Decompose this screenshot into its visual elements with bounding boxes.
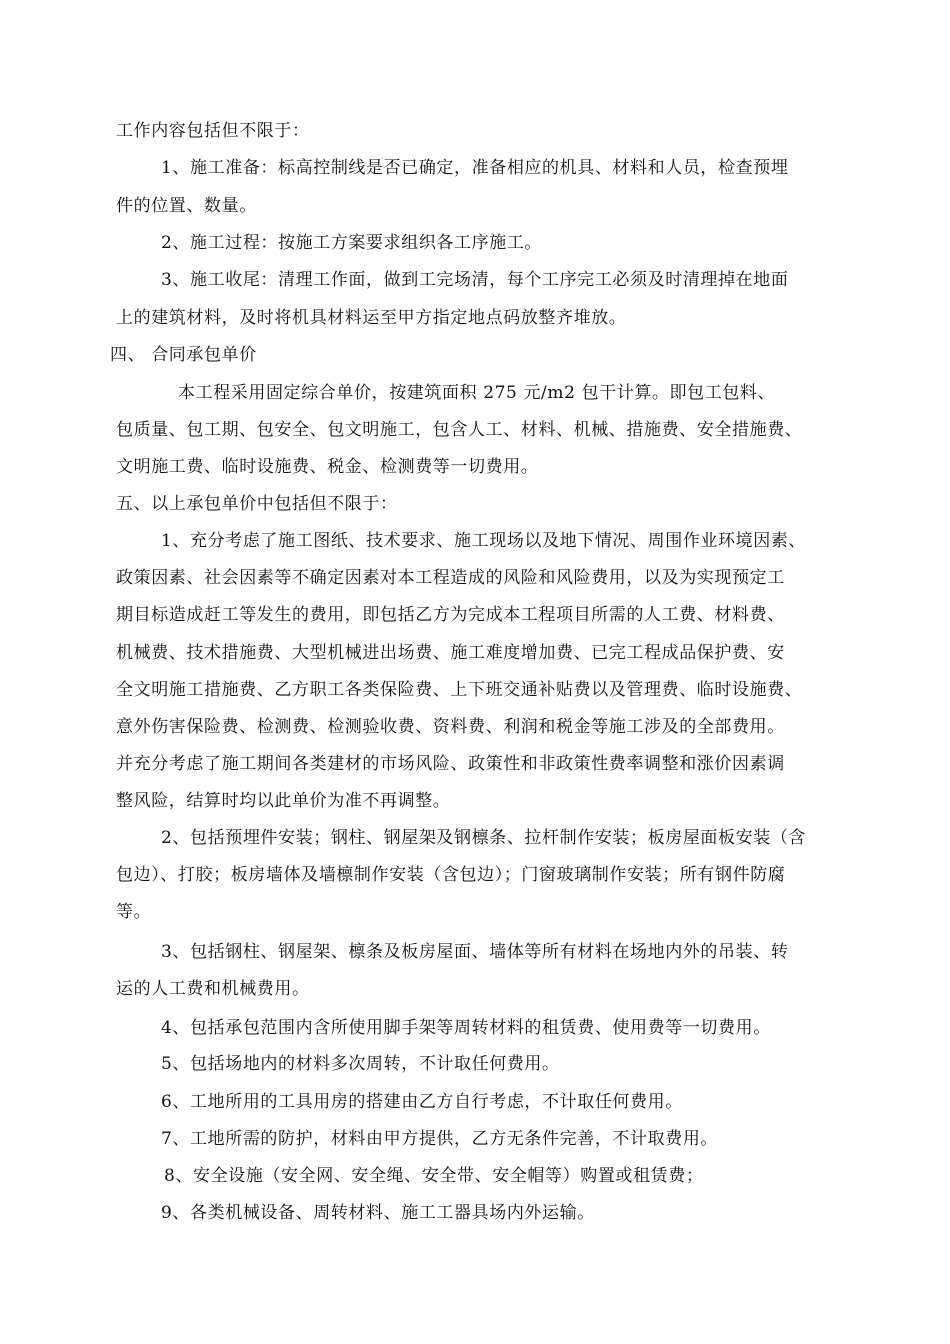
paragraph-line: 工作内容包括但不限于： — [116, 121, 310, 141]
paragraph-line: 政策因素、社会因素等不确定因素对本工程造成的风险和风险费用，以及为实现预定工 — [116, 568, 785, 588]
paragraph-line: 包边）、打胶；板房墙体及墙檩制作安装（含包边）；门窗玻璃制作安装；所有钢件防腐 — [116, 865, 786, 885]
paragraph-line: 本工程采用固定综合单价，按建筑面积 275 元/m2 包干计算。即包工包料、 — [178, 383, 776, 403]
paragraph-line: 1、充分考虑了施工图纸、技术要求、施工现场以及地下情况、周围作业环境因素、 — [161, 531, 807, 551]
paragraph-line: 2、包括预埋件安装；钢柱、钢屋架及钢檩条、拉杆制作安装；板房屋面板安装（含 — [161, 828, 807, 848]
paragraph-line: 运的人工费和机械费用。 — [116, 979, 310, 999]
paragraph-line: 并充分考虑了施工期间各类建材的市场风险、政策性和非政策性费率调整和涨价因素调 — [116, 754, 785, 774]
paragraph-line: 3、施工收尾：清理工作面，做到工完场清，每个工序完工必须及时清理掉在地面 — [161, 270, 789, 290]
paragraph-line: 2、施工过程：按施工方案要求组织各工序施工。 — [161, 233, 543, 253]
paragraph-line: 全文明施工措施费、乙方职工各类保险费、上下班交通补贴费以及管理费、临时设施费、 — [116, 680, 803, 700]
paragraph-line: 意外伤害保险费、检测费、检测验收费、资料费、利润和税金等施工涉及的全部费用。 — [116, 717, 785, 737]
paragraph-line: 1、施工准备：标高控制线是否已确定，准备相应的机具、材料和人员，检查预埋 — [161, 158, 789, 178]
paragraph-line: 机械费、技术措施费、大型机械进出场费、施工难度增加费、已完工程成品保护费、安 — [116, 643, 785, 663]
paragraph-line: 3、包括钢柱、钢屋架、檩条及板房屋面、墙体等所有材料在场地内外的吊装、转 — [161, 942, 789, 962]
paragraph-line: 9、各类机械设备、周转材料、施工工器具场内外运输。 — [161, 1203, 595, 1223]
paragraph-line: 7、工地所需的防护，材料由甲方提供，乙方无条件完善，不计取费用。 — [161, 1129, 719, 1149]
paragraph-line: 件的位置、数量。 — [116, 196, 257, 216]
paragraph-line: 等。 — [116, 902, 152, 922]
paragraph-line: 8、安全设施（安全网、安全绳、安全带、安全帽等）购置或租赁费； — [164, 1166, 704, 1186]
paragraph-line: 5、包括场地内的材料多次周转，不计取任何费用。 — [161, 1054, 560, 1074]
paragraph-line: 整风险，结算时均以此单价为准不再调整。 — [116, 791, 451, 811]
section-heading: 四、 合同承包单价 — [110, 345, 257, 365]
paragraph-line: 期目标造成赶工等发生的费用，即包括乙方为完成本工程项目所需的人工费、材料费、 — [116, 605, 785, 625]
paragraph-line: 文明施工费、临时设施费、税金、检测费等一切费用。 — [116, 457, 539, 477]
paragraph-line: 上的建筑材料，及时将机具材料运至甲方指定地点码放整齐堆放。 — [116, 308, 627, 328]
paragraph-line: 4、包括承包范围内含所使用脚手架等周转材料的租赁费、使用费等一切费用。 — [161, 1018, 771, 1038]
paragraph-line: 包质量、包工期、包安全、包文明施工，包含人工、材料、机械、措施费、安全措施费、 — [116, 420, 803, 440]
paragraph-line: 6、工地所用的工具用房的搭建由乙方自行考虑，不计取任何费用。 — [161, 1092, 683, 1112]
section-heading: 五、以上承包单价中包括但不限于： — [116, 494, 398, 514]
